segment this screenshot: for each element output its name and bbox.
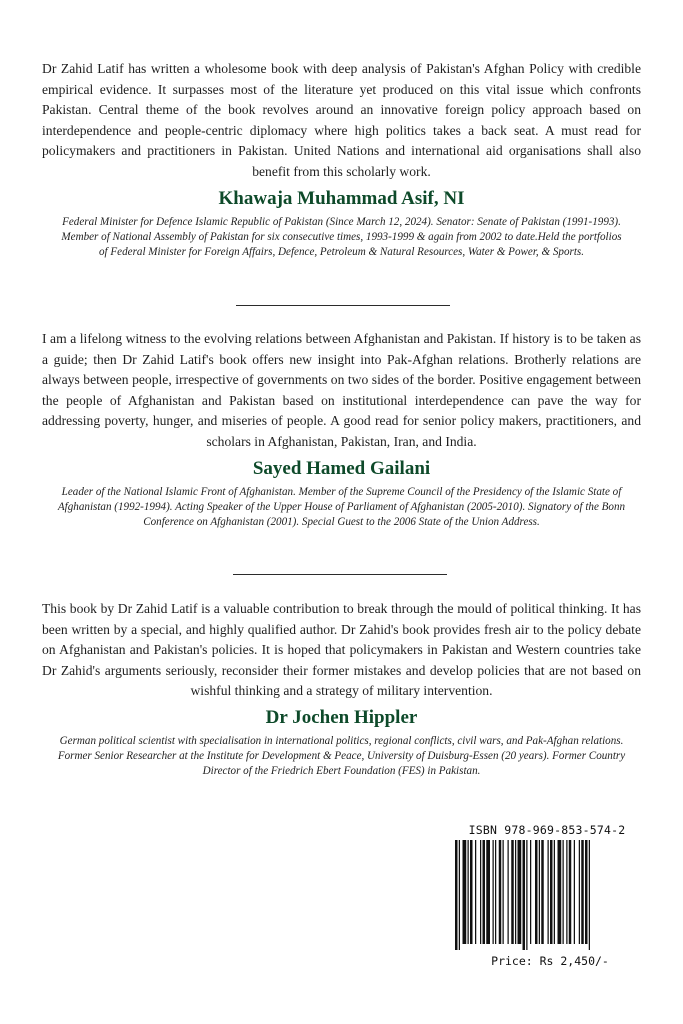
endorser-bio: Leader of the National Islamic Front of Afghanistan. Member of the Supreme Council of the Presidency of the Islamic State of Afghanistan (1992-1994). Acting Speaker of the Upper House of Parliament of Afghanistan (2005-2010). Signatory of the Bonn Conference on Afghanistan (2001). Special Guest to the 2006 State of the Union Address. [57, 485, 626, 528]
divider-line [236, 305, 450, 306]
endorser-name: Dr Jochen Hippler [265, 706, 418, 728]
endorsement-quote: This book by Dr Zahid Latif is a valuable contribution to break through the mould of political thinking. It has been written by a special, and highly qualified author. Dr Zahid's book provides fresh air to the policy debate on Afghanistan and Pakistan's policies. It is hoped that policymakers in Pakistan and Western countries take Dr Zahid's arguments seriously, reconsider their former mistakes and develop policies that are not based on wishful thinking and a strategy of military intervention. [42, 601, 641, 699]
endorser-name: Khawaja Muhammad Asif, NI [218, 187, 465, 209]
divider-line [233, 574, 447, 575]
endorsement-quote: I am a lifelong witness to the evolving relations between Afghanistan and Pakistan. If history is to be taken as a guide; then Dr Zahid Latif's book offers new insight into Pak-Afghan relations. Brotherly relations are always between people, irrespective of governments on two sides of the border. Positive engagement between the people of Afghanistan and Pakistan based on institutional interdependence can pave the way for addressing poverty, hunger, and miseries of people. A good read for senior policy makers, practitioners, and scholars in Afghanistan, Pakistan, Iran, and India. [42, 331, 641, 449]
barcode-icon [455, 840, 639, 950]
endorsement-gailani [42, 329, 641, 530]
price-label: Price: Rs 2,450/- [491, 954, 609, 968]
endorser-name: Sayed Hamed Gailani [252, 457, 431, 479]
endorser-bio: German political scientist with specialisation in international politics, regional conflicts, civil wars, and Pak-Afghan relations. Former Senior Researcher at the Institute for Development & Peace, University of Duisburg-Essen (20 years). Former Country Director of the Friedrich Ebert Foundation (FES) in Pakistan. [57, 734, 626, 778]
barcode-block [451, 823, 641, 969]
endorsement-hippler [42, 599, 641, 780]
isbn-number: ISBN 978-969-853-574-2 [468, 823, 626, 837]
endorser-bio: Federal Minister for Defence Islamic Republic of Pakistan (Since March 12, 2024). Senator: Senate of Pakistan (1991-1993). Member of National Assembly of Pakistan for six consecutive times, 1993-1999 & again from 2002 to date.Held the portfolios of Federal Minister for Foreign Affairs, Defence, Petroleum & Natural Resources, Water & Power, & Sports. [61, 215, 622, 258]
endorsement-quote: Dr Zahid Latif has written a wholesome book with deep analysis of Pakistan's Afghan Policy with credible empirical evidence. It surpasses most of the literature yet produced on this vital issue which confronts Pakistan. Central theme of the book revolves around an innovative foreign policy approach based on interdependence and people-centric diplomacy where high politics takes a back seat. A must read for policymakers and practitioners in Pakistan. United Nations and international aid organisations shall also benefit from this scholarly work. [42, 61, 641, 179]
endorsement-asif [42, 59, 641, 260]
